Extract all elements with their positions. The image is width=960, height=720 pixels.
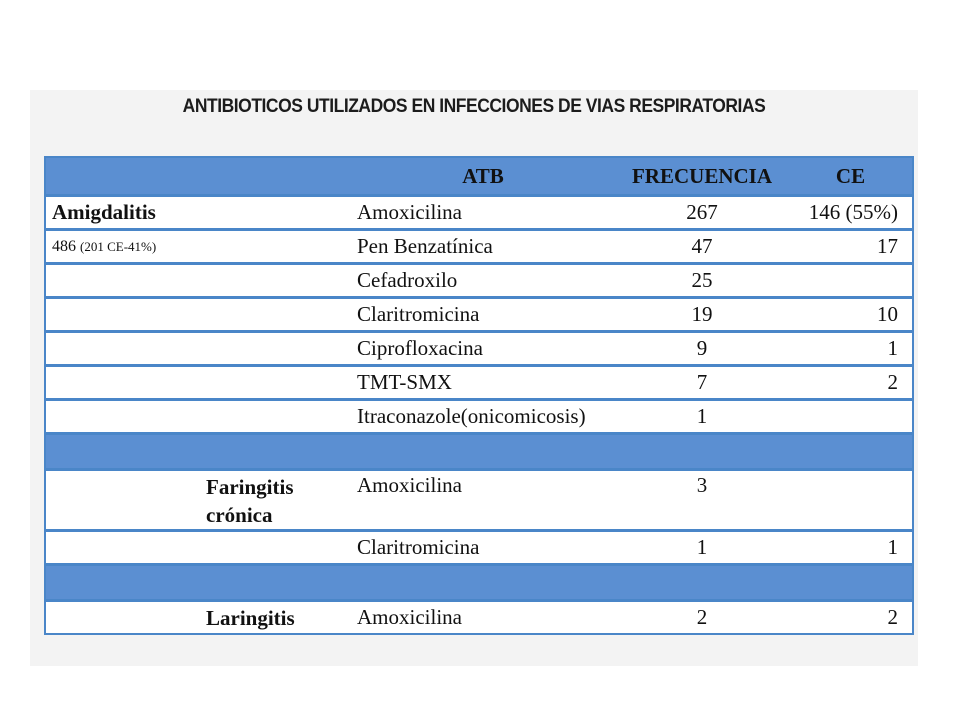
frecuencia-cell: 267 [615, 196, 789, 230]
table-row [45, 400, 913, 434]
table-row [45, 470, 913, 531]
frecuencia-cell: 7 [615, 366, 789, 400]
table-row [45, 230, 913, 264]
condition-summary-cell [45, 230, 351, 264]
condition-line-2: crónica [206, 503, 273, 527]
table-header-row [45, 157, 913, 196]
frecuencia-cell: 3 [615, 470, 789, 531]
drug-cell: TMT-SMX [351, 366, 615, 400]
table-row [45, 264, 913, 298]
frecuencia-cell: 1 [615, 400, 789, 434]
frecuencia-cell: 1 [615, 531, 789, 565]
section-divider [45, 565, 913, 601]
condition-cell [45, 400, 351, 434]
summary-detail: (201 CE-41%) [80, 238, 157, 254]
ce-cell: 1 [789, 531, 913, 565]
ce-cell [789, 400, 913, 434]
drug-cell: Itraconazole(onicomicosis) [351, 400, 615, 434]
section-divider [45, 434, 913, 470]
section-divider-row [45, 434, 913, 470]
table-row [45, 298, 913, 332]
ce-cell: 1 [789, 332, 913, 366]
frecuencia-cell: 47 [615, 230, 789, 264]
condition-cell [45, 332, 351, 366]
condition-cell [45, 298, 351, 332]
condition-cell [45, 366, 351, 400]
header-frecuencia: FRECUENCIA [615, 157, 789, 196]
ce-cell [789, 264, 913, 298]
table-row [45, 531, 913, 565]
drug-cell: Pen Benzatínica [351, 230, 615, 264]
drug-cell: Cefadroxilo [351, 264, 615, 298]
header-condition [45, 157, 351, 196]
table-title: ANTIBIOTICOS UTILIZADOS EN INFECCIONES DE VIAS RESPIRATORIAS [182, 96, 766, 117]
condition-cell [45, 264, 351, 298]
drug-cell: Amoxicilina [351, 196, 615, 230]
condition-line-1: Faringitis [206, 475, 294, 499]
table-row [45, 196, 913, 230]
drug-cell: Ciprofloxacina [351, 332, 615, 366]
section-divider-row [45, 565, 913, 601]
condition-cell: Laringitis [45, 601, 351, 635]
table-row [45, 332, 913, 366]
antibiotics-table [44, 156, 914, 635]
frecuencia-cell: 19 [615, 298, 789, 332]
drug-cell: Claritromicina [351, 298, 615, 332]
ce-cell [789, 470, 913, 531]
drug-cell: Claritromicina [351, 531, 615, 565]
table-row [45, 366, 913, 400]
condition-cell [45, 470, 351, 531]
condition-cell [45, 531, 351, 565]
summary-total: 486 [52, 237, 76, 255]
ce-cell: 17 [789, 230, 913, 264]
ce-cell: 10 [789, 298, 913, 332]
frecuencia-cell: 25 [615, 264, 789, 298]
drug-cell: Amoxicilina [351, 470, 615, 531]
drug-cell: Amoxicilina [351, 601, 615, 635]
ce-cell: 146 (55%) [789, 196, 913, 230]
header-atb: ATB [351, 157, 615, 196]
frecuencia-cell: 9 [615, 332, 789, 366]
table-row [45, 601, 913, 635]
condition-cell: Amigdalitis [45, 196, 351, 230]
header-ce: CE [789, 157, 913, 196]
ce-cell: 2 [789, 366, 913, 400]
frecuencia-cell: 2 [615, 601, 789, 635]
ce-cell: 2 [789, 601, 913, 635]
